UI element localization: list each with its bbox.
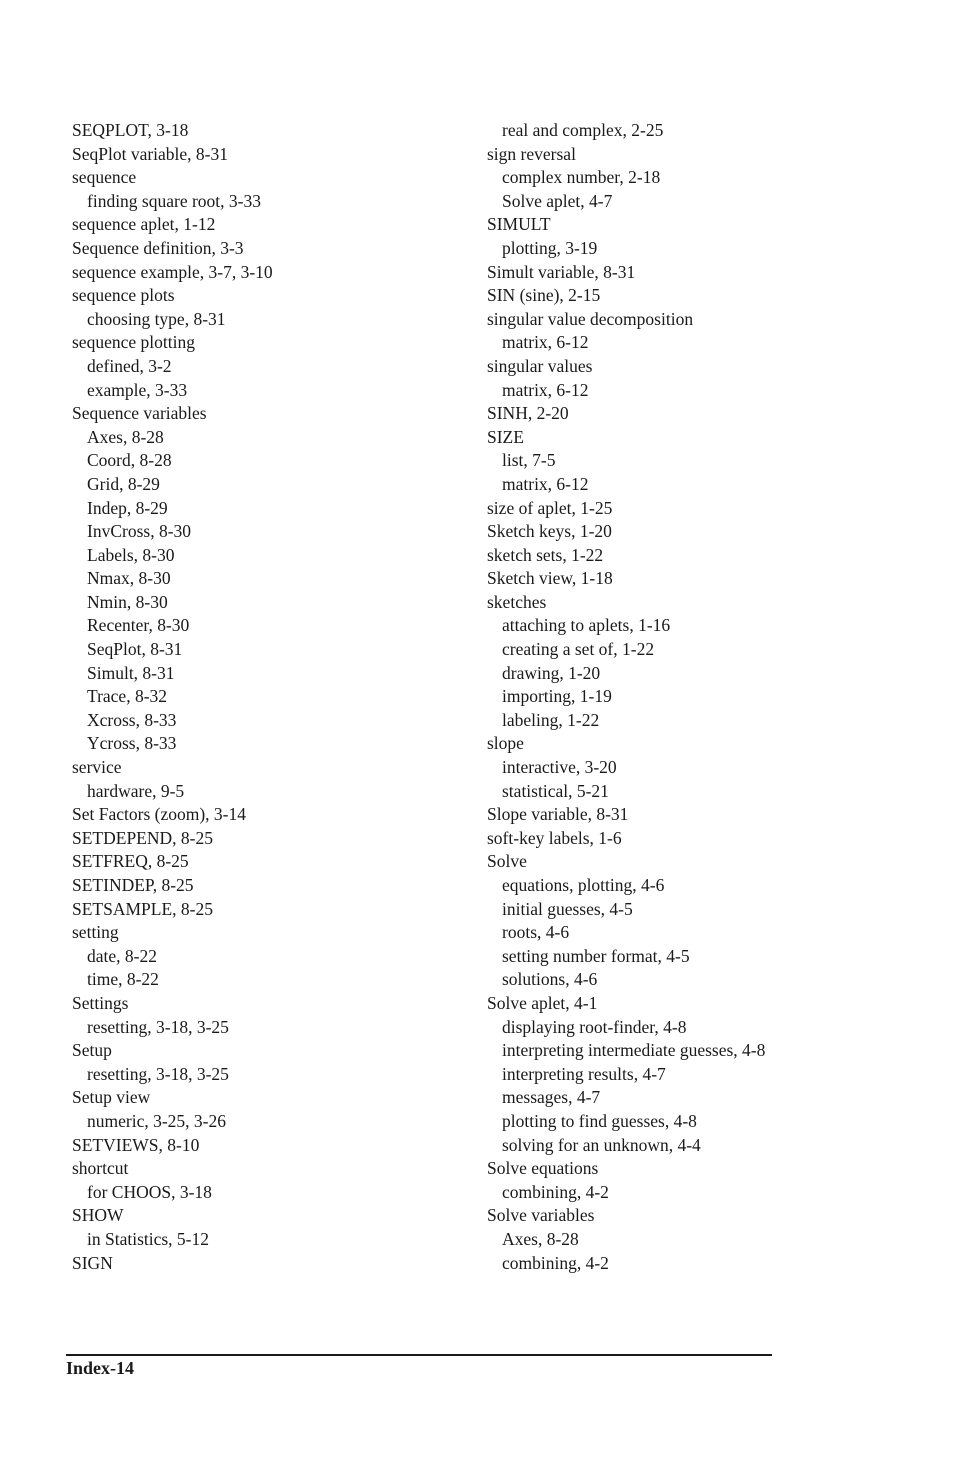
index-subentry: Simult, 8-31	[87, 662, 175, 683]
index-entry: SETDEPEND, 8-25	[72, 827, 213, 848]
index-entry: SIN (sine), 2-15	[487, 285, 601, 306]
index-subentry: Labels, 8-30	[87, 544, 175, 565]
index-subentry: drawing, 1-20	[502, 662, 601, 683]
index-entry: shortcut	[72, 1158, 129, 1179]
index-entry: size of aplet, 1-25	[487, 497, 613, 518]
index-subentry: plotting to find guesses, 4-8	[502, 1110, 697, 1131]
index-subentry: Coord, 8-28	[87, 450, 172, 471]
index-subentry: importing, 1-19	[502, 686, 612, 707]
index-subentry: labeling, 1-22	[502, 709, 600, 730]
index-subentry: statistical, 5-21	[502, 780, 609, 801]
index-subentry: messages, 4-7	[502, 1087, 601, 1108]
index-entry: service	[72, 757, 122, 778]
index-subentry: Axes, 8-28	[502, 1228, 579, 1249]
index-entry: soft-key labels, 1-6	[487, 827, 622, 848]
index-entry: sequence example, 3-7, 3-10	[72, 261, 273, 282]
index-entry: Set Factors (zoom), 3-14	[72, 804, 246, 825]
index-subentry: interactive, 3-20	[502, 757, 617, 778]
index-entry: SETINDEP, 8-25	[72, 875, 194, 895]
index-subentry: matrix, 6-12	[502, 473, 589, 494]
index-entry: SETSAMPLE, 8-25	[72, 898, 213, 919]
index-entry: SIMULT	[487, 214, 551, 235]
index-entry: Sketch view, 1-18	[487, 568, 613, 589]
index-subentry: numeric, 3-25, 3-26	[87, 1110, 226, 1131]
index-subentry: choosing type, 8-31	[87, 308, 226, 329]
index-subentry: in Statistics, 5-12	[87, 1228, 210, 1249]
index-subentry: finding square root, 3-33	[87, 190, 261, 211]
index-entry: Solve variables	[487, 1205, 595, 1226]
index-entry: slope	[487, 733, 524, 754]
index-subentry: defined, 3-2	[87, 355, 172, 376]
index-entry: setting	[72, 922, 119, 943]
index-subentry: interpreting intermediate guesses, 4-8	[502, 1040, 766, 1061]
index-subentry: real and complex, 2-25	[502, 120, 664, 140]
index-entry: singular values	[487, 355, 593, 376]
index-entry: Solve equations	[487, 1158, 599, 1179]
index-entry: Solve aplet, 4-1	[487, 992, 598, 1013]
index-entry: Setup	[72, 1040, 112, 1061]
index-subentry: solutions, 4-6	[502, 969, 598, 990]
index-entry: singular value decomposition	[487, 308, 694, 329]
index-entry: SINH, 2-20	[487, 403, 569, 424]
index-subentry: matrix, 6-12	[502, 379, 589, 400]
index-subentry: setting number format, 4-5	[502, 945, 690, 966]
index-subentry: SeqPlot, 8-31	[87, 639, 183, 660]
index-subentry: Recenter, 8-30	[87, 615, 190, 636]
index-entry: SETFREQ, 8-25	[72, 851, 189, 872]
index-entry: SIGN	[72, 1252, 113, 1273]
index-subentry: time, 8-22	[87, 969, 159, 990]
index-subentry: Grid, 8-29	[87, 473, 160, 494]
index-subentry: matrix, 6-12	[502, 332, 589, 353]
index-entry: Solve	[487, 851, 527, 872]
index-entry: sequence plotting	[72, 332, 195, 353]
index-subentry: solving for an unknown, 4-4	[502, 1134, 701, 1155]
index-entry: SIZE	[487, 426, 524, 447]
index-subentry: hardware, 9-5	[87, 780, 185, 801]
index-subentry: plotting, 3-19	[502, 237, 598, 258]
index-subentry: displaying root-finder, 4-8	[502, 1016, 687, 1037]
index-entry: Sketch keys, 1-20	[487, 521, 612, 542]
index-entry: sketch sets, 1-22	[487, 544, 604, 565]
index-entry: Sequence definition, 3-3	[72, 237, 244, 258]
index-entry: Simult variable, 8-31	[487, 261, 636, 282]
index-subentry: initial guesses, 4-5	[502, 898, 633, 919]
index-subentry: interpreting results, 4-7	[502, 1063, 666, 1084]
index-column-right	[487, 119, 927, 1275]
index-subentry: Nmax, 8-30	[87, 568, 171, 589]
index-subentry: for CHOOS, 3-18	[87, 1181, 212, 1202]
index-subentry: Ycross, 8-33	[87, 733, 177, 754]
index-entry: Setup view	[72, 1087, 151, 1108]
index-entry: Settings	[72, 992, 129, 1013]
page-label: Index-14	[66, 1358, 135, 1378]
index-subentry: Trace, 8-32	[87, 686, 168, 707]
index-column-left	[72, 119, 472, 1275]
index-subentry: Xcross, 8-33	[87, 709, 177, 730]
index-entry: sign reversal	[487, 143, 576, 164]
index-entry: sequence plots	[72, 285, 175, 306]
index-subentry: list, 7-5	[502, 450, 556, 471]
index-subentry: complex number, 2-18	[502, 167, 661, 188]
index-subentry: InvCross, 8-30	[87, 521, 192, 542]
index-entry: SEQPLOT, 3-18	[72, 120, 189, 140]
index-subentry: roots, 4-6	[502, 922, 570, 943]
index-subentry: resetting, 3-18, 3-25	[87, 1016, 229, 1037]
index-entry: SETVIEWS, 8-10	[72, 1134, 200, 1155]
index-subentry: example, 3-33	[87, 379, 188, 400]
index-subentry: resetting, 3-18, 3-25	[87, 1063, 229, 1084]
index-subentry: combining, 4-2	[502, 1252, 609, 1273]
index-subentry: combining, 4-2	[502, 1181, 609, 1202]
index-subentry: creating a set of, 1-22	[502, 639, 655, 660]
index-entry: sequence aplet, 1-12	[72, 214, 216, 235]
index-entry: Sequence variables	[72, 403, 207, 424]
index-subentry: Axes, 8-28	[87, 426, 164, 447]
index-entry: SHOW	[72, 1205, 124, 1226]
footer-rule	[66, 1354, 772, 1356]
index-entry: sequence	[72, 167, 137, 188]
index-entry: sketches	[487, 591, 547, 612]
index-subentry: equations, plotting, 4-6	[502, 875, 665, 895]
index-subentry: attaching to aplets, 1-16	[502, 615, 671, 636]
index-subentry: Solve aplet, 4-7	[502, 190, 613, 211]
index-subentry: Indep, 8-29	[87, 497, 168, 518]
index-entry: SeqPlot variable, 8-31	[72, 143, 229, 164]
index-subentry: date, 8-22	[87, 945, 157, 966]
index-entry: Slope variable, 8-31	[487, 804, 629, 825]
index-subentry: Nmin, 8-30	[87, 591, 168, 612]
